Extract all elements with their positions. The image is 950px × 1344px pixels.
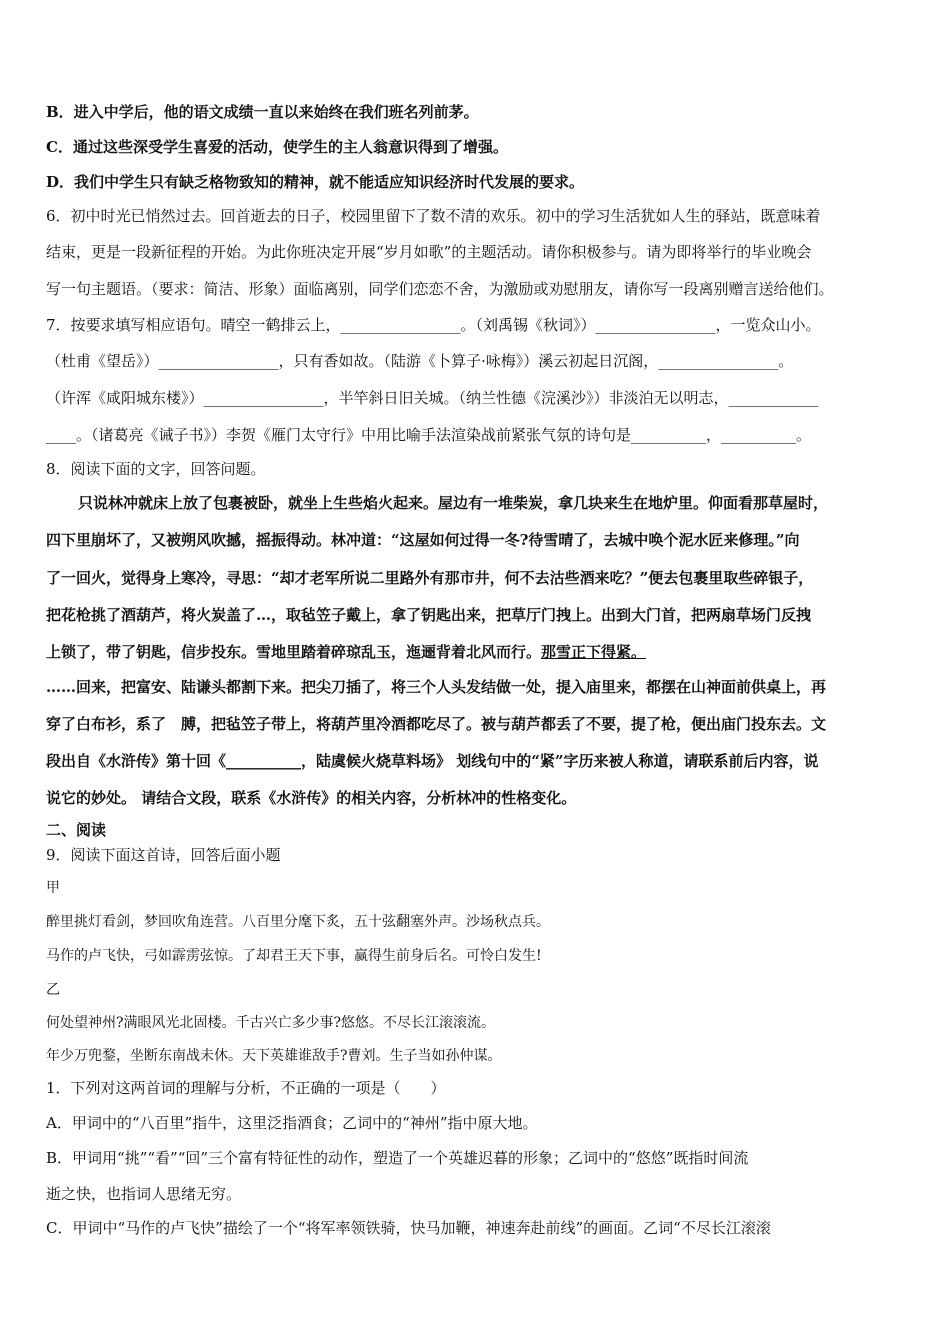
subquestion-1-option-c-line-1: C．甲词中“马作的卢飞快”描绘了一个“将军率领铁骑，快马加鞭，神速奔赴前线”的画面。乙词“不尽长江滚滚	[46, 1219, 771, 1237]
question-8-prompt-2: 说它的妙处。 请结合文段，联系《水浒传》的相关内容，分析林冲的性格变化。	[46, 789, 577, 807]
poem-a-label: 甲	[46, 880, 60, 896]
passage-line-5-text: 上锁了，带了钥匙，信步投东。雪地里踏着碎琼乱玉，迤逦背着北风而行。	[46, 643, 542, 661]
option-d-line: D．我们中学生只有缺乏格物致知的精神，就不能适应知识经济时代发展的要求。	[46, 173, 585, 191]
question-7-line-4: ____。（诸葛亮《诫子书》）李贺《雁门太守行》中用比喻手法渲染战前紧张气氛的诗句是__________，__________。	[46, 426, 812, 444]
poem-a-line-2: 马作的卢飞快，弓如霹雳弦惊。了却君王天下事，赢得生前身后名。可怜白发生!	[46, 948, 542, 964]
poem-a-line-1: 醉里挑灯看剑，梦回吹角连营。八百里分麾下炙，五十弦翻塞外声。沙场秋点兵。	[46, 914, 550, 930]
poem-b-line-1: 何处望神州?满眼风光北固楼。千古兴亡多少事?悠悠。不尽长江滚滚流。	[46, 1015, 496, 1031]
underlined-sentence: 那雪正下得紧。	[541, 643, 647, 661]
passage-line-5	[46, 642, 646, 662]
question-6-line-1: 6．初中时光已悄然过去。回首逝去的日子，校园里留下了数不清的欢乐。初中的学习生活犹如人生的驿站，既意味着	[46, 207, 821, 225]
passage-line-2: 四下里崩坏了，又被朔风吹撼，摇振得动。林冲道：“这屋如何过得一冬?待雪晴了，去城中唤个泥水匠来修理。”向	[46, 531, 800, 549]
section-heading-reading: 二、阅读	[46, 821, 107, 839]
question-6-line-3: 写一句主题语。（要求：简洁、形象）面临离别，同学们恋恋不舍，为激励或劝慰朋友，请你写一段离别赠言送给他们。	[46, 280, 834, 298]
question-9-title: 9．阅读下面这首诗，回答后面小题	[46, 846, 281, 864]
question-7-line-2: （杜甫《望岳》）________________，只有香如故。（陆游《卜算子·咏梅》）溪云初起日沉阁，________________。	[46, 352, 794, 370]
subquestion-1-option-a: A．甲词中的“八百里”指牛，这里泛指酒食；乙词中的“神州”指中原大地。	[46, 1114, 538, 1132]
option-c-line: C．通过这些深受学生喜爱的活动，使学生的主人翁意识得到了增强。	[46, 138, 508, 156]
passage-line-3: 了一回火，觉得身上寒冷，寻思：“却才老军所说二里路外有那市井，何不去沽些酒来吃？”便去包裹里取些碎银子，	[46, 569, 814, 587]
poem-b-label: 乙	[46, 982, 60, 998]
subquestion-1-option-b-line-2: 逝之快，也指词人思绪无穷。	[46, 1185, 242, 1203]
passage-line-7: 穿了白布衫，系了 膊，把毡笠子带上，将葫芦里冷酒都吃尽了。被与葫芦都丢了不要，提了枪，便出庙门投东去。文	[46, 715, 827, 733]
subquestion-1-title: 1．下列对这两首词的理解与分析，不正确的一项是（ ）	[46, 1079, 446, 1097]
subquestion-1-option-b-line-1: B．甲词用“挑”“看”“回”三个富有特征性的动作，塑造了一个英雄迟暮的形象；乙词中的“悠悠”既指时间流	[46, 1149, 749, 1167]
option-b-line: B．进入中学后，他的语文成绩一直以来始终在我们班名列前茅。	[46, 103, 479, 121]
question-8-prompt-1: 段出自《水浒传》第十回《__________，陆虞候火烧草料场》 划线句中的“紧”字历来被人称道，请联系前后内容，说	[46, 752, 819, 770]
question-7-line-3: （许浑《咸阳城东楼》）________________，半竿斜日旧关城。（纳兰性德《浣溪沙》）非淡泊无以明志，____________	[46, 389, 819, 407]
passage-line-1: 只说林冲就床上放了包裹被卧，就坐上生些焰火起来。屋边有一堆柴炭，拿几块来生在地炉里。仰面看那草屋时，	[78, 494, 829, 512]
question-7-line-1: 7．按要求填写相应语句。晴空一鹤排云上，________________。（刘禹锡《秋词》）________________，一览众山小。	[46, 316, 821, 334]
passage-line-6: ……回来，把富安、陆谦头都割下来。把尖刀插了，将三个人头发结做一处，提入庙里来，都摆在山神面前供桌上，再	[46, 678, 827, 696]
passage-line-4: 把花枪挑了酒葫芦，将火炭盖了…，取毡笠子戴上，拿了钥匙出来，把草厅门拽上。出到大门首，把两扇草场门反拽	[46, 606, 812, 624]
question-8-title: 8．阅读下面的文字，回答问题。	[46, 460, 266, 478]
poem-b-line-2: 年少万兜鍪，坐断东南战未休。天下英雄谁敌手?曹刘。生子当如孙仲谋。	[46, 1048, 502, 1064]
question-6-line-2: 结束，更是一段新征程的开始。为此你班决定开展“岁月如歌”的主题活动。请你积极参与。请为即将举行的毕业晚会	[46, 243, 812, 261]
